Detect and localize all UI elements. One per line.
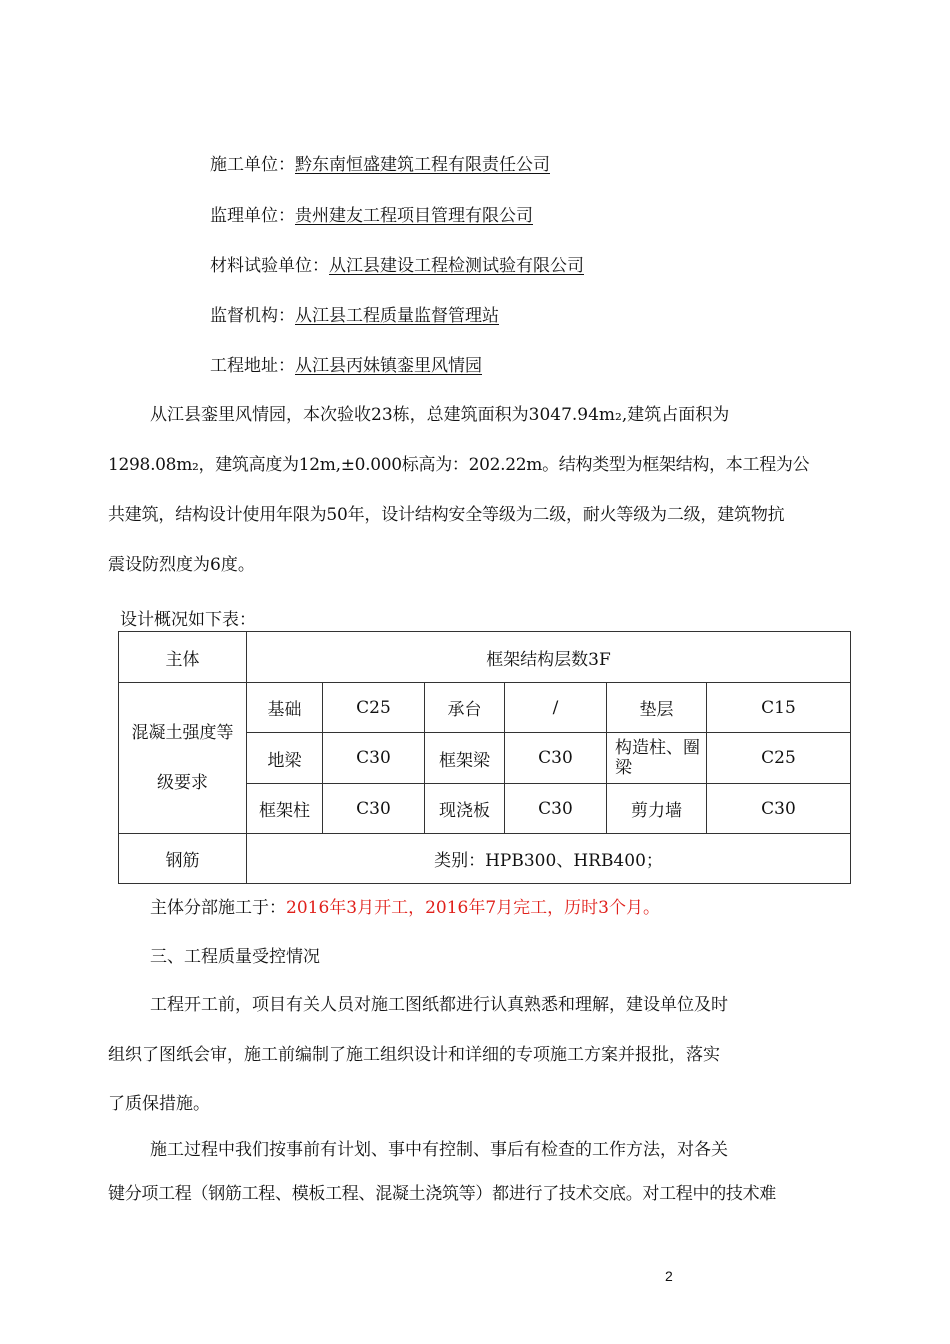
concrete-label-line-2: 级要求: [157, 773, 208, 793]
rebar-label-cell: 钢筋: [119, 834, 247, 884]
project-address-line: [210, 354, 482, 378]
table-cell: 地梁: [247, 733, 323, 784]
design-overview-table: [118, 631, 851, 884]
table-cell: 构造柱、圈梁: [607, 733, 707, 784]
table-cell: C25: [323, 683, 425, 733]
table-cell: 现浇板: [425, 784, 505, 834]
table-cell: C25: [707, 733, 851, 784]
para1-line-1: 工程开工前，项目有关人员对施工图纸都进行认真熟悉和理解，建设单位及时: [150, 995, 728, 1015]
table-intro: 设计概况如下表：: [120, 610, 256, 630]
testing-unit-line: [210, 254, 584, 278]
schedule-prefix: 主体分部施工于：: [150, 898, 286, 918]
testing-unit-label: 材料试验单位：: [210, 256, 329, 276]
para1-line-3: 了质保措施。: [108, 1094, 210, 1114]
page-number: 2: [665, 1268, 673, 1284]
overview-line-4: 震设防烈度为6度。: [108, 555, 255, 575]
schedule-highlight: 2016年3月开工，2016年7月完工，历时3个月。: [286, 898, 660, 918]
testing-unit-value: 从江县建设工程检测试验有限公司: [329, 256, 584, 276]
table-cell: 框架柱: [247, 784, 323, 834]
construction-unit-label: 施工单位：: [210, 155, 295, 175]
rebar-value-cell: 类别：HPB300、HRB400；: [247, 834, 851, 884]
table-cell: C30: [707, 784, 851, 834]
table-row-rebar: [119, 834, 851, 884]
project-address-label: 工程地址：: [210, 356, 295, 376]
concrete-label-line-1: 混凝土强度等: [131, 723, 234, 743]
supervision-unit-line: [210, 204, 533, 228]
overview-line-3: 共建筑，结构设计使用年限为50年，设计结构安全等级为二级，耐火等级为二级，建筑物抗: [108, 505, 785, 525]
table-row: [119, 683, 851, 733]
schedule-line: [150, 896, 660, 920]
table-cell: /: [505, 683, 607, 733]
overview-line-2: 1298.08m₂，建筑高度为12m,±0.000标高为：202.22m。结构类型为框架结构，本工程为公: [108, 455, 810, 475]
oversight-agency-value: 从江县工程质量监督管理站: [295, 306, 499, 326]
table-cell: 框架梁: [425, 733, 505, 784]
para2-line-1: 施工过程中我们按事前有计划、事中有控制、事后有检查的工作方法，对各关: [150, 1140, 728, 1160]
para1-line-2: 组织了图纸会审，施工前编制了施工组织设计和详细的专项施工方案并报批，落实: [108, 1045, 720, 1065]
overview-line-1: 从江县銮里风情园，本次验收23栋，总建筑面积为3047.94m₂,建筑占面积为: [150, 405, 730, 425]
table-cell: 基础: [247, 683, 323, 733]
main-value-cell: 框架结构层数3F: [247, 632, 851, 683]
main-label-cell: 主体: [119, 632, 247, 683]
section-title: 三、工程质量受控情况: [150, 947, 320, 967]
table-cell: C30: [505, 733, 607, 784]
table-cell: C30: [505, 784, 607, 834]
project-address-value: 从江县丙妹镇銮里风情园: [295, 356, 482, 376]
table-cell: 剪力墙: [607, 784, 707, 834]
table-cell: C30: [323, 784, 425, 834]
para2-line-2: 键分项工程（钢筋工程、模板工程、混凝土浇筑等）都进行了技术交底。对工程中的技术难: [108, 1184, 776, 1204]
table-cell: 垫层: [607, 683, 707, 733]
supervision-unit-label: 监理单位：: [210, 206, 295, 226]
table-cell: C15: [707, 683, 851, 733]
oversight-agency-line: [210, 304, 499, 328]
oversight-agency-label: 监督机构：: [210, 306, 295, 326]
construction-unit-line: [210, 153, 550, 177]
supervision-unit-value: 贵州建友工程项目管理有限公司: [295, 206, 533, 226]
table-cell: C30: [323, 733, 425, 784]
table-cell: 承台: [425, 683, 505, 733]
table-row-main: [119, 632, 851, 683]
construction-unit-value: 黔东南恒盛建筑工程有限责任公司: [295, 155, 550, 175]
concrete-label-cell: [119, 683, 247, 834]
